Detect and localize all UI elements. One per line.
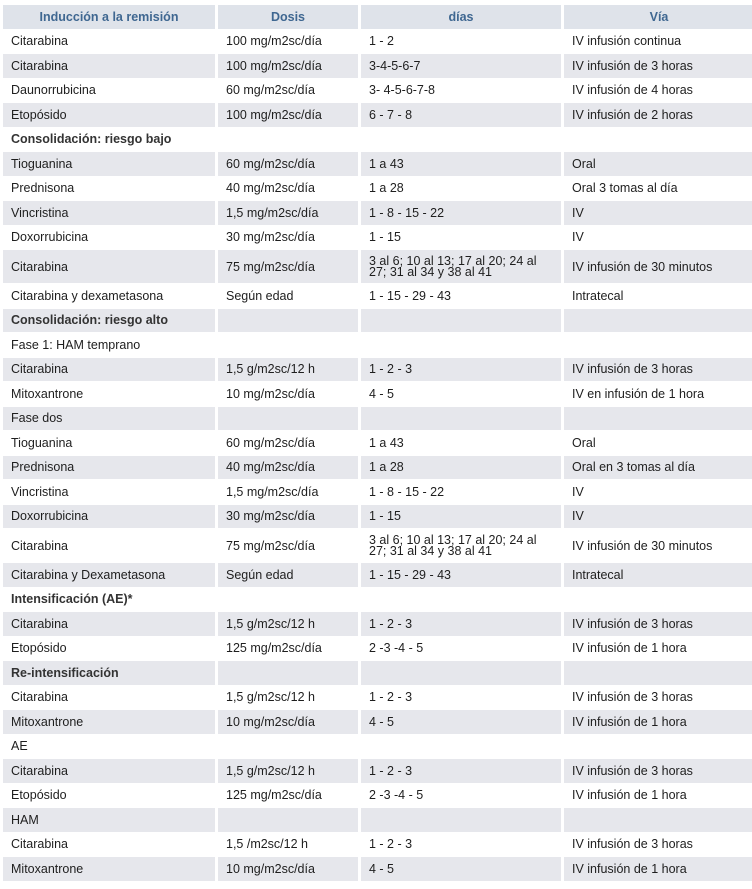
dose-cell: 75 mg/m2sc/día [226,538,315,553]
dose-cell: 60 mg/m2sc/día [218,152,358,176]
dose-cell [218,808,358,832]
route-cell: IV infusión de 1 hora [564,710,752,734]
drug-cell: Mitoxantrone [11,386,84,401]
drug-cell: Intensificación (AE)* [11,592,133,607]
dose-cell: 30 mg/m2sc/día [226,230,315,245]
drug-cell: Citarabina [11,538,68,553]
table-header-row [3,5,752,29]
route-cell [564,309,752,333]
days-cell: 1 - 2 - 3 [361,612,561,636]
route-cell: IV infusión de 3 horas [564,759,752,783]
drug-cell: Fase 1: HAM temprano [11,337,141,352]
drug-cell: HAM [3,808,215,832]
days-cell: 4 - 5 [369,386,395,401]
dose-cell: 1,5 g/m2sc/12 h [218,358,358,382]
days-cell: 1 - 15 - 29 - 43 [361,563,561,587]
section-row [3,128,752,152]
route-cell: Oral [564,152,752,176]
table-row [3,710,752,734]
table-row [3,152,752,176]
days-cell: 1 - 2 - 3 [361,759,561,783]
drug-cell: Re-intensificación [3,661,215,685]
route-cell: IV infusión de 3 horas [572,837,693,852]
drug-cell: Consolidación: riesgo bajo [11,132,172,147]
drug-cell: Citarabina y dexametasona [11,288,164,303]
drug-cell: Prednisona [3,456,215,480]
days-cell [361,661,561,685]
days-cell [361,588,561,612]
route-cell: IV infusión de 3 horas [564,612,752,636]
table-row [3,529,752,562]
route-cell [564,407,752,431]
drug-cell: Citarabina y Dexametasona [3,563,215,587]
dose-cell [218,661,358,685]
drug-cell: Etopósido [11,641,67,656]
route-cell: IV infusión de 1 hora [564,857,752,881]
drug-cell: Etopósido [11,788,67,803]
drug-cell: Vincristina [11,484,69,499]
drug-cell: Citarabina [11,34,68,49]
dose-cell [218,735,358,759]
days-cell: 2 -3 -4 - 5 [369,641,424,656]
table-row [3,79,752,103]
dose-cell [218,128,358,152]
dose-cell [218,309,358,333]
route-cell: IV [564,505,752,529]
route-cell: IV infusión de 1 hora [572,641,687,656]
dose-cell [218,588,358,612]
section-row [3,309,752,333]
table-row [3,382,752,406]
route-cell: IV infusión de 4 horas [572,83,693,98]
dose-cell: 10 mg/m2sc/día [218,857,358,881]
dose-cell [218,407,358,431]
route-cell: IV en infusión de 1 hora [572,386,705,401]
table-row [3,407,752,431]
route-cell: IV infusión de 30 minutos [564,250,752,283]
drug-cell: Doxorrubicina [3,505,215,529]
days-cell: 1 - 2 - 3 [369,690,413,705]
dose-cell: 100 mg/m2sc/día [226,34,322,49]
table-row [3,30,752,54]
drug-cell: Citarabina [3,54,215,78]
table-row [3,612,752,636]
route-cell: IV [572,484,584,499]
dose-cell: 1,5 /m2sc/12 h [226,837,308,852]
dose-cell: 40 mg/m2sc/día [226,181,315,196]
days-cell [361,309,561,333]
days-cell: 1 - 15 [369,230,401,245]
days-cell: 1 - 8 - 15 - 22 [361,201,561,225]
treatment-protocol-table [0,4,752,882]
days-cell [361,407,561,431]
section-row [3,661,752,685]
days-cell: 3-4-5-6-7 [361,54,561,78]
route-cell: Oral [572,435,596,450]
drug-cell: Mitoxantrone [3,710,215,734]
drug-cell: Fase dos [3,407,215,431]
dose-cell: 60 mg/m2sc/día [226,83,315,98]
route-cell [564,661,752,685]
dose-cell: 1,5 mg/m2sc/día [226,484,319,499]
days-cell [361,333,561,357]
table-row [3,735,752,759]
route-cell: IV infusión continua [572,34,682,49]
drug-cell: Consolidación: riesgo alto [3,309,215,333]
days-cell: 1 a 43 [361,152,561,176]
days-cell [361,128,561,152]
days-cell [361,808,561,832]
drug-cell: Daunorrubicina [11,83,96,98]
days-cell: 4 - 5 [361,710,561,734]
days-cell: 1 - 8 - 15 - 22 [369,484,445,499]
dose-cell: 1,5 g/m2sc/12 h [218,759,358,783]
table-row [3,505,752,529]
table-row [3,563,752,587]
table-row [3,358,752,382]
table-row [3,226,752,250]
table-row [3,177,752,201]
days-cell: 2 -3 -4 - 5 [369,788,424,803]
route-cell [564,735,752,759]
table-row [3,284,752,308]
drug-cell: Tioguanina [11,435,73,450]
route-cell [564,333,752,357]
table-row [3,431,752,455]
days-cell: 1 - 2 - 3 [369,837,413,852]
route-cell: Oral 3 tomas al día [572,181,678,196]
route-cell: IV infusión de 30 minutos [572,538,713,553]
route-cell: IV infusión de 3 horas [564,358,752,382]
days-cell: 1 a 28 [369,181,404,196]
dose-cell: 1,5 mg/m2sc/día [218,201,358,225]
dose-cell: 1,5 g/m2sc/12 h [226,690,315,705]
route-cell [564,808,752,832]
route-cell: Intratecal [572,288,624,303]
drug-cell: Citarabina [3,250,215,283]
dose-cell: Según edad [226,288,294,303]
header-days: días [361,5,561,29]
dose-cell: 1,5 g/m2sc/12 h [218,612,358,636]
table-row [3,637,752,661]
route-cell: Oral en 3 tomas al día [564,456,752,480]
dose-cell: 100 mg/m2sc/día [218,54,358,78]
table-row [3,333,752,357]
header-route: Vía [564,5,752,29]
dose-cell: 125 mg/m2sc/día [226,641,322,656]
section-row [3,588,752,612]
drug-cell: Citarabina [3,759,215,783]
days-cell: 1 - 15 - 29 - 43 [369,288,451,303]
table-row [3,250,752,283]
days-cell: 4 - 5 [361,857,561,881]
table-row [3,808,752,832]
drug-cell: Citarabina [3,358,215,382]
drug-cell: Mitoxantrone [3,857,215,881]
table-row [3,686,752,710]
days-cell: 1 - 2 [369,34,395,49]
days-cell: 1 a 28 [361,456,561,480]
dose-cell: 100 mg/m2sc/día [218,103,358,127]
table-row [3,201,752,225]
dose-cell: 125 mg/m2sc/día [226,788,322,803]
drug-cell: Citarabina [3,612,215,636]
days-cell: 3 al 6; 10 al 13; 17 al 20; 24 al 27; 31 al 34 y 38 al 41 [361,250,561,283]
table-row [3,54,752,78]
route-cell: IV [564,201,752,225]
route-cell: IV infusión de 3 horas [572,690,693,705]
table-row [3,103,752,127]
table-row [3,759,752,783]
route-cell: IV infusión de 3 horas [564,54,752,78]
table-row [3,456,752,480]
route-cell [564,588,752,612]
route-cell: IV infusión de 1 hora [572,788,687,803]
days-cell: 1 - 2 - 3 [361,358,561,382]
table-row [3,833,752,857]
drug-cell: Tioguanina [3,152,215,176]
dose-cell [218,333,358,357]
table-row [3,857,752,881]
days-cell [361,735,561,759]
days-cell: 1 a 43 [369,435,404,450]
header-dose: Dosis [218,5,358,29]
route-cell: Intratecal [564,563,752,587]
route-cell: IV [572,230,584,245]
dose-cell: 40 mg/m2sc/día [218,456,358,480]
days-cell: 3- 4-5-6-7-8 [369,83,435,98]
dose-cell: Según edad [218,563,358,587]
drug-cell: Citarabina [11,690,68,705]
route-cell [564,128,752,152]
dose-cell: 10 mg/m2sc/día [218,710,358,734]
days-cell: 3 al 6; 10 al 13; 17 al 20; 24 al 27; 31 al 34 y 38 al 41 [369,532,537,558]
route-cell: IV infusión de 2 horas [564,103,752,127]
drug-cell: Citarabina [11,837,68,852]
header-phase: Inducción a la remisión [3,5,215,29]
dose-cell: 75 mg/m2sc/día [218,250,358,283]
drug-cell: Doxorrubicina [11,230,89,245]
drug-cell: AE [11,739,28,754]
days-cell: 1 - 15 [361,505,561,529]
drug-cell: Vincristina [3,201,215,225]
table-row [3,480,752,504]
table-row [3,784,752,808]
dose-cell: 30 mg/m2sc/día [218,505,358,529]
dose-cell: 10 mg/m2sc/día [226,386,315,401]
days-cell: 6 - 7 - 8 [361,103,561,127]
drug-cell: Etopósido [3,103,215,127]
drug-cell: Prednisona [11,181,75,196]
dose-cell: 60 mg/m2sc/día [226,435,315,450]
